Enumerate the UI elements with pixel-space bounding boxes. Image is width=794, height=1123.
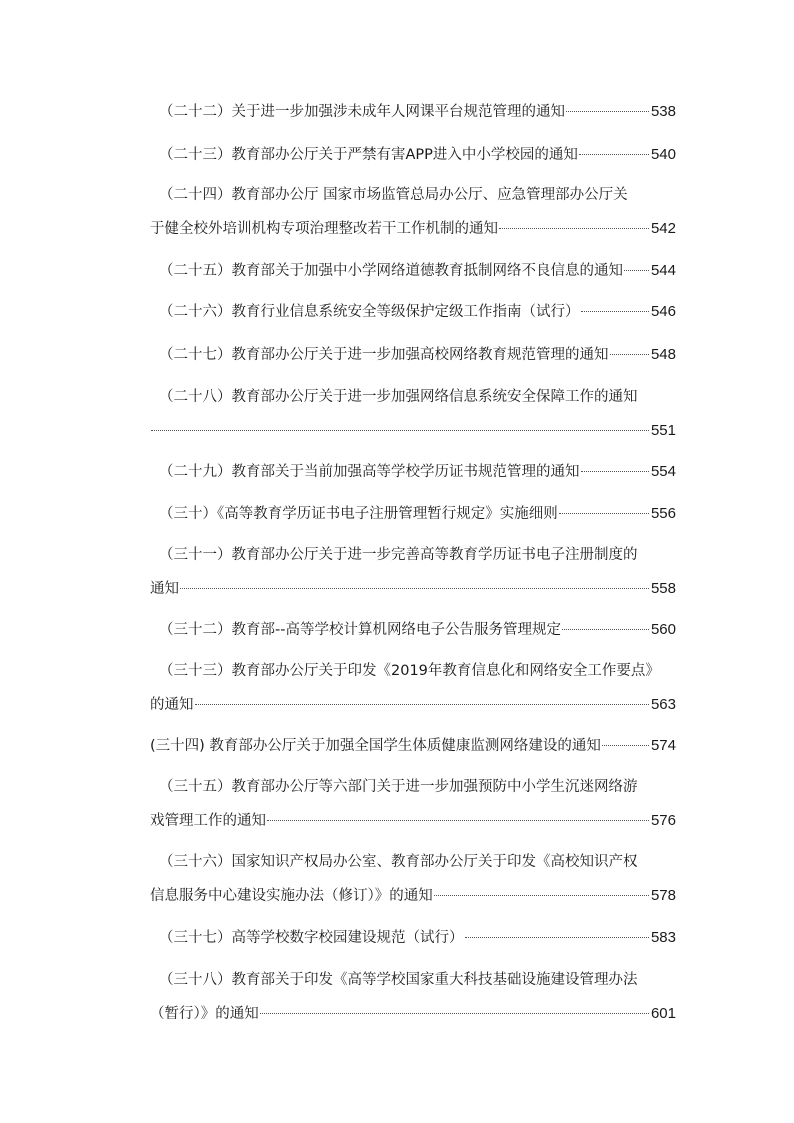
toc-entry[interactable] [150, 545, 676, 599]
toc-entry[interactable] [150, 620, 676, 640]
dot-leader [267, 820, 649, 821]
toc-page-number: 560 [650, 621, 676, 638]
toc-page-number: 574 [650, 737, 676, 754]
toc-page-number: 548 [650, 346, 676, 363]
dot-leader [581, 471, 649, 472]
toc-entry-title: 的通知 [150, 697, 194, 713]
toc-entry-title: 信息服务中心建设实施办法（修订）》的通知 [150, 888, 433, 904]
toc-entry-title: 戏管理工作的通知 [150, 813, 266, 829]
toc-entry-title: （三十八）教育部关于印发《高等学校国家重大科技基础设施建设管理办法 [159, 972, 638, 988]
toc-entry-title: （二十九）教育部关于当前加强高等学校学历证书规范管理的通知 [159, 464, 580, 480]
toc-entry[interactable] [150, 345, 676, 365]
dot-leader [624, 270, 649, 271]
toc-page-number: 556 [650, 505, 676, 522]
toc-entry-title: （三十七）高等学校数字校园建设规范（试行） [159, 930, 464, 946]
toc-entry-title: （二十二）关于进一步加强涉未成年人网课平台规范管理的通知 [159, 104, 565, 120]
toc-page-number: 601 [650, 1005, 676, 1022]
dot-leader [195, 704, 649, 705]
dot-leader [579, 154, 649, 155]
toc-entry-title: （二十六）教育行业信息系统安全等级保护定级工作指南（试行） [159, 304, 580, 320]
toc-page-number: 540 [650, 146, 676, 163]
toc-page-number: 554 [650, 463, 676, 480]
toc-entry-title: 于健全校外培训机构专项治理整改若干工作机制的通知 [150, 221, 498, 237]
toc-entry-title: （二十四）教育部办公厅 国家市场监管总局办公厅、应急管理部办公厅关 [159, 187, 628, 203]
toc-entry-title: 通知 [150, 581, 179, 597]
toc-entry-title: （二十八）教育部办公厅关于进一步加强网络信息系统安全保障工作的通知 [159, 389, 638, 405]
toc-entry[interactable] [150, 145, 676, 165]
toc-page-number: 538 [650, 103, 676, 120]
toc-entry[interactable] [150, 777, 676, 831]
toc-entry-title: （暂行）》的通知 [150, 1006, 259, 1022]
toc-page-number: 544 [650, 262, 676, 279]
toc-entry-title: (三十四) 教育部办公厅关于加强全国学生体质健康监测网络建设的通知 [150, 738, 601, 754]
toc-entry-title: （三十二）教育部--高等学校计算机网络电子公告服务管理规定 [159, 622, 561, 638]
dot-leader [566, 111, 649, 112]
dot-leader [602, 745, 649, 746]
toc-entry-title: （二十三）教育部办公厅关于严禁有害APP进入中小学校园的通知 [159, 147, 578, 163]
dot-leader [465, 937, 649, 938]
toc-page-number: 546 [650, 303, 676, 320]
toc-entry[interactable] [150, 661, 676, 715]
dot-leader [434, 895, 649, 896]
dot-leader [559, 513, 649, 514]
dot-leader [151, 430, 649, 431]
toc-page-number: 578 [650, 887, 676, 904]
toc-page-number: 558 [650, 580, 676, 597]
toc-entry[interactable] [150, 102, 676, 122]
toc-entry[interactable] [150, 504, 676, 524]
toc-entry-title: （三十三）教育部办公厅关于印发《2019年教育信息化和网络安全工作要点》 [159, 663, 660, 679]
toc-entry[interactable] [150, 462, 676, 482]
toc-entry-title: （三十五）教育部办公厅等六部门关于进一步加强预防中小学生沉迷网络游 [159, 779, 638, 795]
toc-page-number: 583 [650, 929, 676, 946]
toc-page-number: 551 [650, 422, 676, 439]
dot-leader [180, 588, 649, 589]
dot-leader [499, 228, 649, 229]
toc-entry[interactable] [150, 928, 676, 948]
toc-entry[interactable] [150, 970, 676, 1024]
toc-entry-title: （三十一）教育部办公厅关于进一步完善高等教育学历证书电子注册制度的 [159, 547, 638, 563]
dot-leader [610, 354, 649, 355]
toc-entry-title: （三十）《高等教育学历证书电子注册管理暂行规定》实施细则 [159, 506, 558, 522]
toc-entry[interactable] [150, 852, 676, 906]
dot-leader [581, 311, 649, 312]
toc-entry-title: （二十五）教育部关于加强中小学网络道德教育抵制网络不良信息的通知 [159, 263, 623, 279]
toc-page-number: 576 [650, 812, 676, 829]
toc-entry-title: （三十六）国家知识产权局办公室、教育部办公厅关于印发《高校知识产权 [159, 854, 638, 870]
toc-entry[interactable] [150, 736, 676, 756]
dot-leader [562, 629, 649, 630]
toc-entry-title: （二十七）教育部办公厅关于进一步加强高校网络教育规范管理的通知 [159, 347, 609, 363]
toc-entry[interactable] [150, 387, 676, 441]
toc-entry[interactable] [150, 261, 676, 281]
toc-page-number: 542 [650, 220, 676, 237]
toc-page-number: 563 [650, 696, 676, 713]
dot-leader [260, 1013, 649, 1014]
toc-entry[interactable] [150, 185, 676, 239]
toc-entry[interactable] [150, 302, 676, 322]
